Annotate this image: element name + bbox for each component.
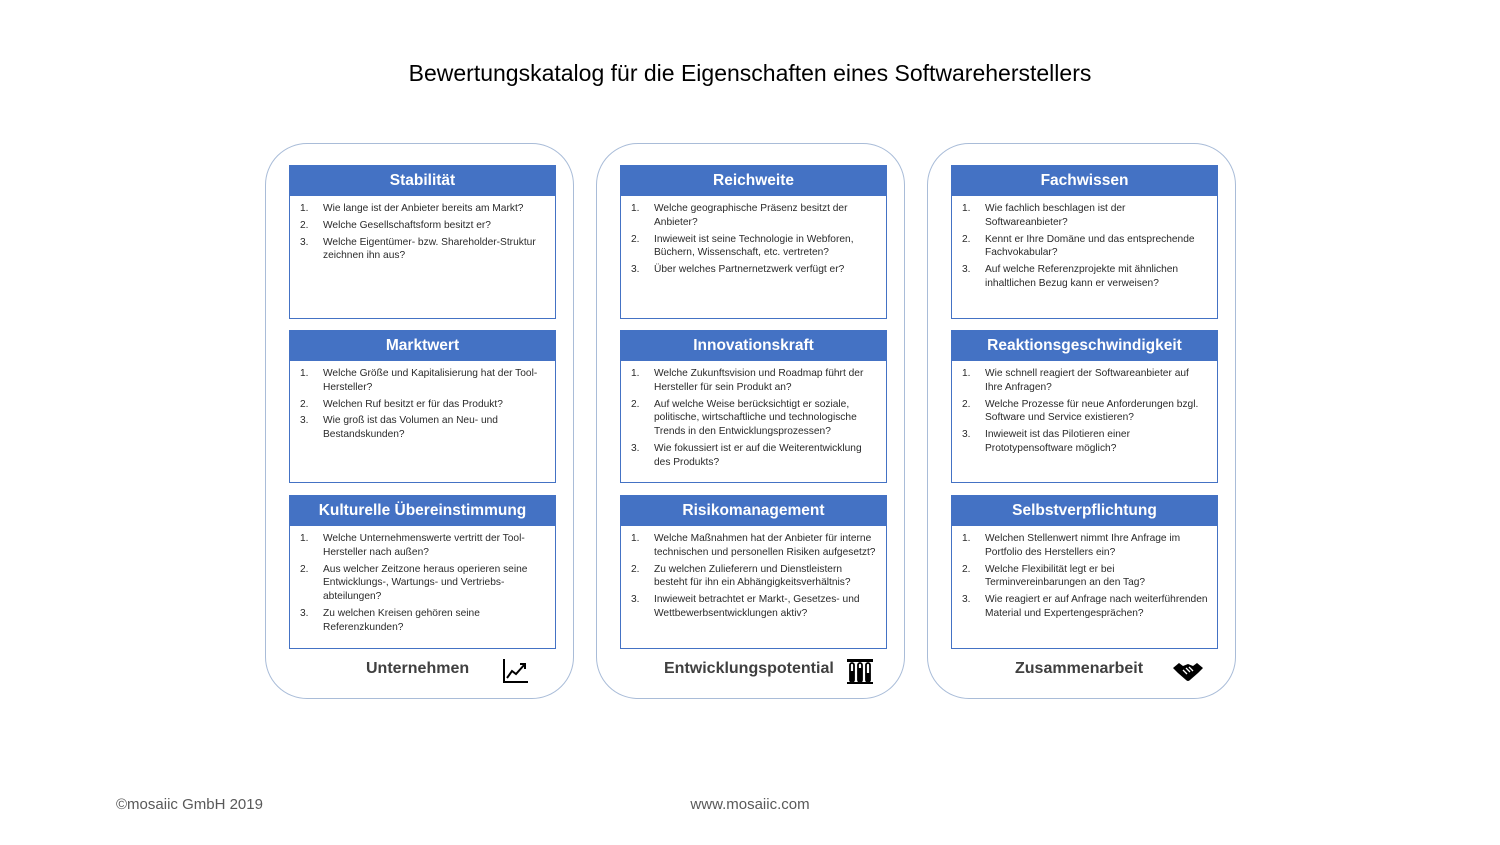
- list-item: [962, 532, 1209, 560]
- card-title: Stabilität: [290, 166, 555, 196]
- list-number: 2.: [631, 563, 640, 575]
- card-marktwert: [289, 330, 556, 483]
- list-item: [300, 219, 547, 233]
- card-title: Selbstverpflichtung: [952, 496, 1217, 526]
- list-number: 1.: [300, 533, 309, 544]
- list-item: [300, 367, 547, 395]
- list-text: Inwieweit ist das Pilotieren einer Prototypensoftware möglich?: [985, 429, 1130, 454]
- list-number: 1.: [962, 533, 971, 544]
- list-number: 2.: [300, 563, 309, 575]
- list-text: Welche geographische Präsenz besitzt der Anbieter?: [654, 203, 848, 228]
- list-item: [962, 563, 1209, 591]
- list-text: Welche Flexibilität legt er bei Terminvereinbarungen an den Tag?: [985, 563, 1146, 589]
- page-title: Bewertungskatalog für die Eigenschaften eines Softwareherstellers: [408, 60, 1092, 86]
- list-number: 1.: [962, 368, 971, 379]
- column-footer-label: Zusammenarbeit: [1015, 660, 1144, 677]
- list-number: 3.: [962, 429, 971, 441]
- list-item: [300, 236, 547, 264]
- card-kulturelle-uebereinstimmung: [289, 495, 556, 649]
- list-number: 3.: [300, 415, 309, 427]
- list-text: Aus welcher Zeitzone heraus operieren seine Entwicklungs-, Wartungs- und Vertriebs-abteilungen?: [323, 563, 528, 603]
- card-innovationskraft: [620, 330, 887, 483]
- list-item: [631, 398, 878, 439]
- list-number: 3.: [300, 236, 309, 248]
- list-text: Welche Unternehmenswerte vertritt der Tool-Hersteller nach außen?: [323, 533, 525, 558]
- card-title: Reichweite: [621, 166, 886, 196]
- trend-chart-icon: [500, 656, 530, 686]
- question-list: [952, 196, 1217, 291]
- list-text: Inwieweit ist seine Technologie in Webforen, Büchern, Wissenschaft, etc. vertreten?: [654, 233, 854, 259]
- list-item: [631, 563, 878, 591]
- list-number: 2.: [300, 398, 309, 410]
- list-item: [300, 398, 547, 412]
- list-item: [631, 442, 878, 470]
- question-list: [290, 196, 555, 263]
- list-text: Kennt er Ihre Domäne und das entsprechende Fachvokabular?: [985, 233, 1195, 259]
- list-text: Welche Eigentümer- bzw. Shareholder-Struktur zeichnen ihn aus?: [323, 236, 536, 262]
- question-list: [621, 526, 886, 621]
- card-title: Kulturelle Übereinstimmung: [290, 496, 555, 526]
- list-item: [631, 233, 878, 261]
- column-footer: [266, 656, 573, 686]
- card-title: Reaktionsgeschwindigkeit: [952, 331, 1217, 361]
- copyright-text: ©mosaiic GmbH 2019: [116, 796, 263, 813]
- card-stabilitaet: [289, 165, 556, 319]
- list-number: 1.: [962, 203, 971, 214]
- question-list: [952, 526, 1217, 621]
- list-number: 3.: [631, 594, 640, 606]
- list-text: Welchen Stellenwert nimmt Ihre Anfrage im Portfolio des Herstellers ein?: [985, 533, 1181, 558]
- question-list: [621, 196, 886, 277]
- list-number: 1.: [631, 368, 640, 379]
- handshake-icon: [1172, 656, 1202, 686]
- card-title: Fachwissen: [952, 166, 1217, 196]
- column-footer: [597, 656, 904, 686]
- list-number: 3.: [300, 607, 309, 619]
- list-item: [300, 563, 547, 604]
- list-text: Welche Gesellschaftsform besitzt er?: [323, 219, 491, 231]
- card-risikomanagement: [620, 495, 887, 649]
- list-number: 2.: [300, 219, 309, 231]
- card-title: Innovationskraft: [621, 331, 886, 361]
- list-item: [962, 202, 1209, 230]
- column-footer-label: Unternehmen: [366, 660, 470, 677]
- list-number: 2.: [962, 398, 971, 410]
- card-title: Risikomanagement: [621, 496, 886, 526]
- list-item: [300, 532, 547, 560]
- list-item: [962, 367, 1209, 395]
- list-item: [962, 263, 1209, 291]
- list-text: Auf welche Referenzprojekte mit ähnlichen inhaltlichen Bezug kann er verweisen?: [985, 264, 1179, 289]
- card-fachwissen: [951, 165, 1218, 319]
- list-text: Welche Zukunftsvision und Roadmap führt der Hersteller für sein Produkt an?: [654, 368, 864, 393]
- list-text: Wie groß ist das Volumen an Neu- und Bestandskunden?: [323, 415, 498, 441]
- list-number: 2.: [631, 398, 640, 410]
- question-list: [290, 526, 555, 635]
- list-item: [300, 414, 547, 442]
- list-item: [631, 263, 878, 277]
- card-reaktionsgeschwindigkeit: [951, 330, 1218, 483]
- list-number: 1.: [631, 533, 640, 544]
- list-text: Wie fokussiert ist er auf die Weiterentwicklung des Produkts?: [654, 442, 862, 468]
- list-text: Wie schnell reagiert der Softwareanbieter auf Ihre Anfragen?: [985, 368, 1189, 393]
- question-list: [290, 361, 555, 442]
- list-text: Welche Prozesse für neue Anforderungen bzgl. Software und Service existieren?: [985, 398, 1199, 424]
- test-tubes-icon: [845, 656, 875, 686]
- list-item: [300, 607, 547, 635]
- column-entwicklungspotential: [596, 143, 905, 699]
- list-item: [962, 428, 1209, 456]
- list-number: 3.: [962, 264, 971, 276]
- card-selbstverpflichtung: [951, 495, 1218, 649]
- list-item: [962, 593, 1209, 621]
- column-footer: [928, 656, 1235, 686]
- list-text: Inwieweit betrachtet er Markt-, Gesetzes- und Wettbewerbsentwicklungen aktiv?: [654, 594, 860, 619]
- list-text: Welchen Ruf besitzt er für das Produkt?: [323, 398, 503, 410]
- list-number: 3.: [631, 264, 640, 276]
- column-zusammenarbeit: [927, 143, 1236, 699]
- list-item: [300, 202, 547, 216]
- list-text: Wie lange ist der Anbieter bereits am Markt?: [323, 203, 524, 214]
- list-number: 3.: [631, 442, 640, 454]
- website-link[interactable]: www.mosaiic.com: [690, 796, 810, 813]
- column-footer-label: Entwicklungspotential: [664, 660, 834, 677]
- list-item: [631, 593, 878, 621]
- list-item: [631, 532, 878, 560]
- list-item: [631, 202, 878, 230]
- question-list: [952, 361, 1217, 456]
- card-title: Marktwert: [290, 331, 555, 361]
- list-number: 2.: [631, 233, 640, 245]
- card-reichweite: [620, 165, 887, 319]
- list-text: Zu welchen Kreisen gehören seine Referenzkunden?: [323, 607, 480, 633]
- list-item: [962, 233, 1209, 261]
- list-text: Welche Maßnahmen hat der Anbieter für interne technischen und personellen Risiken aufgesetzt?: [654, 533, 876, 558]
- list-number: 1.: [631, 203, 640, 214]
- list-item: [631, 367, 878, 395]
- list-text: Welche Größe und Kapitalisierung hat der Tool-Hersteller?: [323, 368, 538, 393]
- list-text: Wie fachlich beschlagen ist der Softwareanbieter?: [985, 203, 1126, 228]
- list-number: 1.: [300, 368, 309, 379]
- list-number: 2.: [962, 233, 971, 245]
- list-text: Über welches Partnernetzwerk verfügt er?: [654, 264, 845, 276]
- column-unternehmen: [265, 143, 574, 699]
- question-list: [621, 361, 886, 470]
- list-number: 2.: [962, 563, 971, 575]
- list-text: Zu welchen Zulieferern und Dienstleistern besteht für ihn ein Abhängigkeitsverhältnis?: [654, 563, 851, 589]
- list-number: 3.: [962, 594, 971, 606]
- list-text: Auf welche Weise berücksichtigt er soziale, politische, wirtschaftliche und technologische Trends in den Entwicklungsprozessen?: [654, 398, 857, 438]
- list-item: [962, 398, 1209, 426]
- list-number: 1.: [300, 203, 309, 214]
- list-text: Wie reagiert er auf Anfrage nach weiterführenden Material und Expertengesprächen?: [985, 594, 1208, 619]
